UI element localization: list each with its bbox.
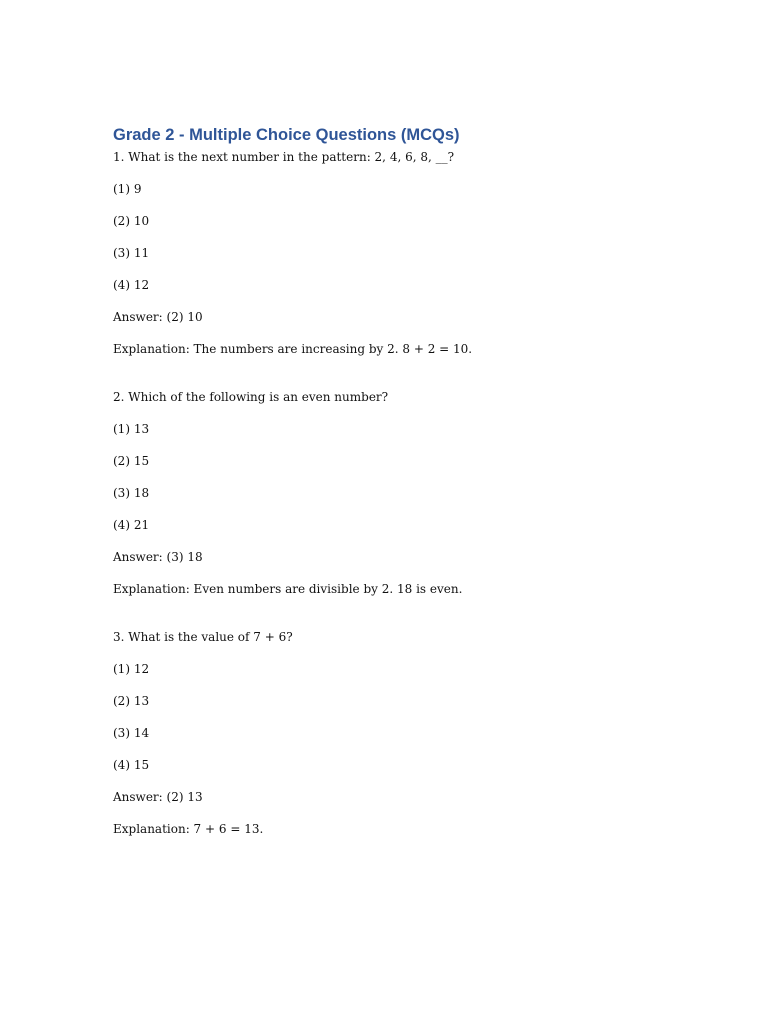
option-4: (4) 12: [113, 278, 150, 292]
option-1: (1) 9: [113, 182, 142, 196]
question-block-3: [113, 629, 673, 837]
question-text: 3. What is the value of 7 + 6?: [113, 630, 293, 644]
explanation-text: Explanation: Even numbers are divisible by 2. 18 is even.: [113, 582, 463, 596]
option-3: (3) 14: [113, 726, 150, 740]
answer-text: Answer: (2) 10: [113, 310, 203, 324]
answer-text: Answer: (2) 13: [113, 790, 203, 804]
option-3: (3) 11: [113, 246, 150, 260]
option-1: (1) 12: [113, 662, 150, 676]
document-title: Grade 2 - Multiple Choice Questions (MCQs): [113, 126, 460, 144]
answer-text: Answer: (3) 18: [113, 550, 203, 564]
question-block-1: [113, 149, 673, 357]
question-text: 1. What is the next number in the pattern: 2, 4, 6, 8, __?: [113, 150, 455, 164]
explanation-text: Explanation: The numbers are increasing by 2. 8 + 2 = 10.: [113, 342, 473, 356]
question-text: 2. Which of the following is an even number?: [113, 390, 389, 404]
option-1: (1) 13: [113, 422, 150, 436]
option-4: (4) 21: [113, 518, 150, 532]
option-4: (4) 15: [113, 758, 150, 772]
option-2: (2) 10: [113, 214, 150, 228]
explanation-text: Explanation: 7 + 6 = 13.: [113, 822, 264, 836]
question-block-2: [113, 389, 673, 597]
option-3: (3) 18: [113, 486, 150, 500]
option-2: (2) 15: [113, 454, 150, 468]
option-2: (2) 13: [113, 694, 150, 708]
document-page: [113, 124, 673, 853]
